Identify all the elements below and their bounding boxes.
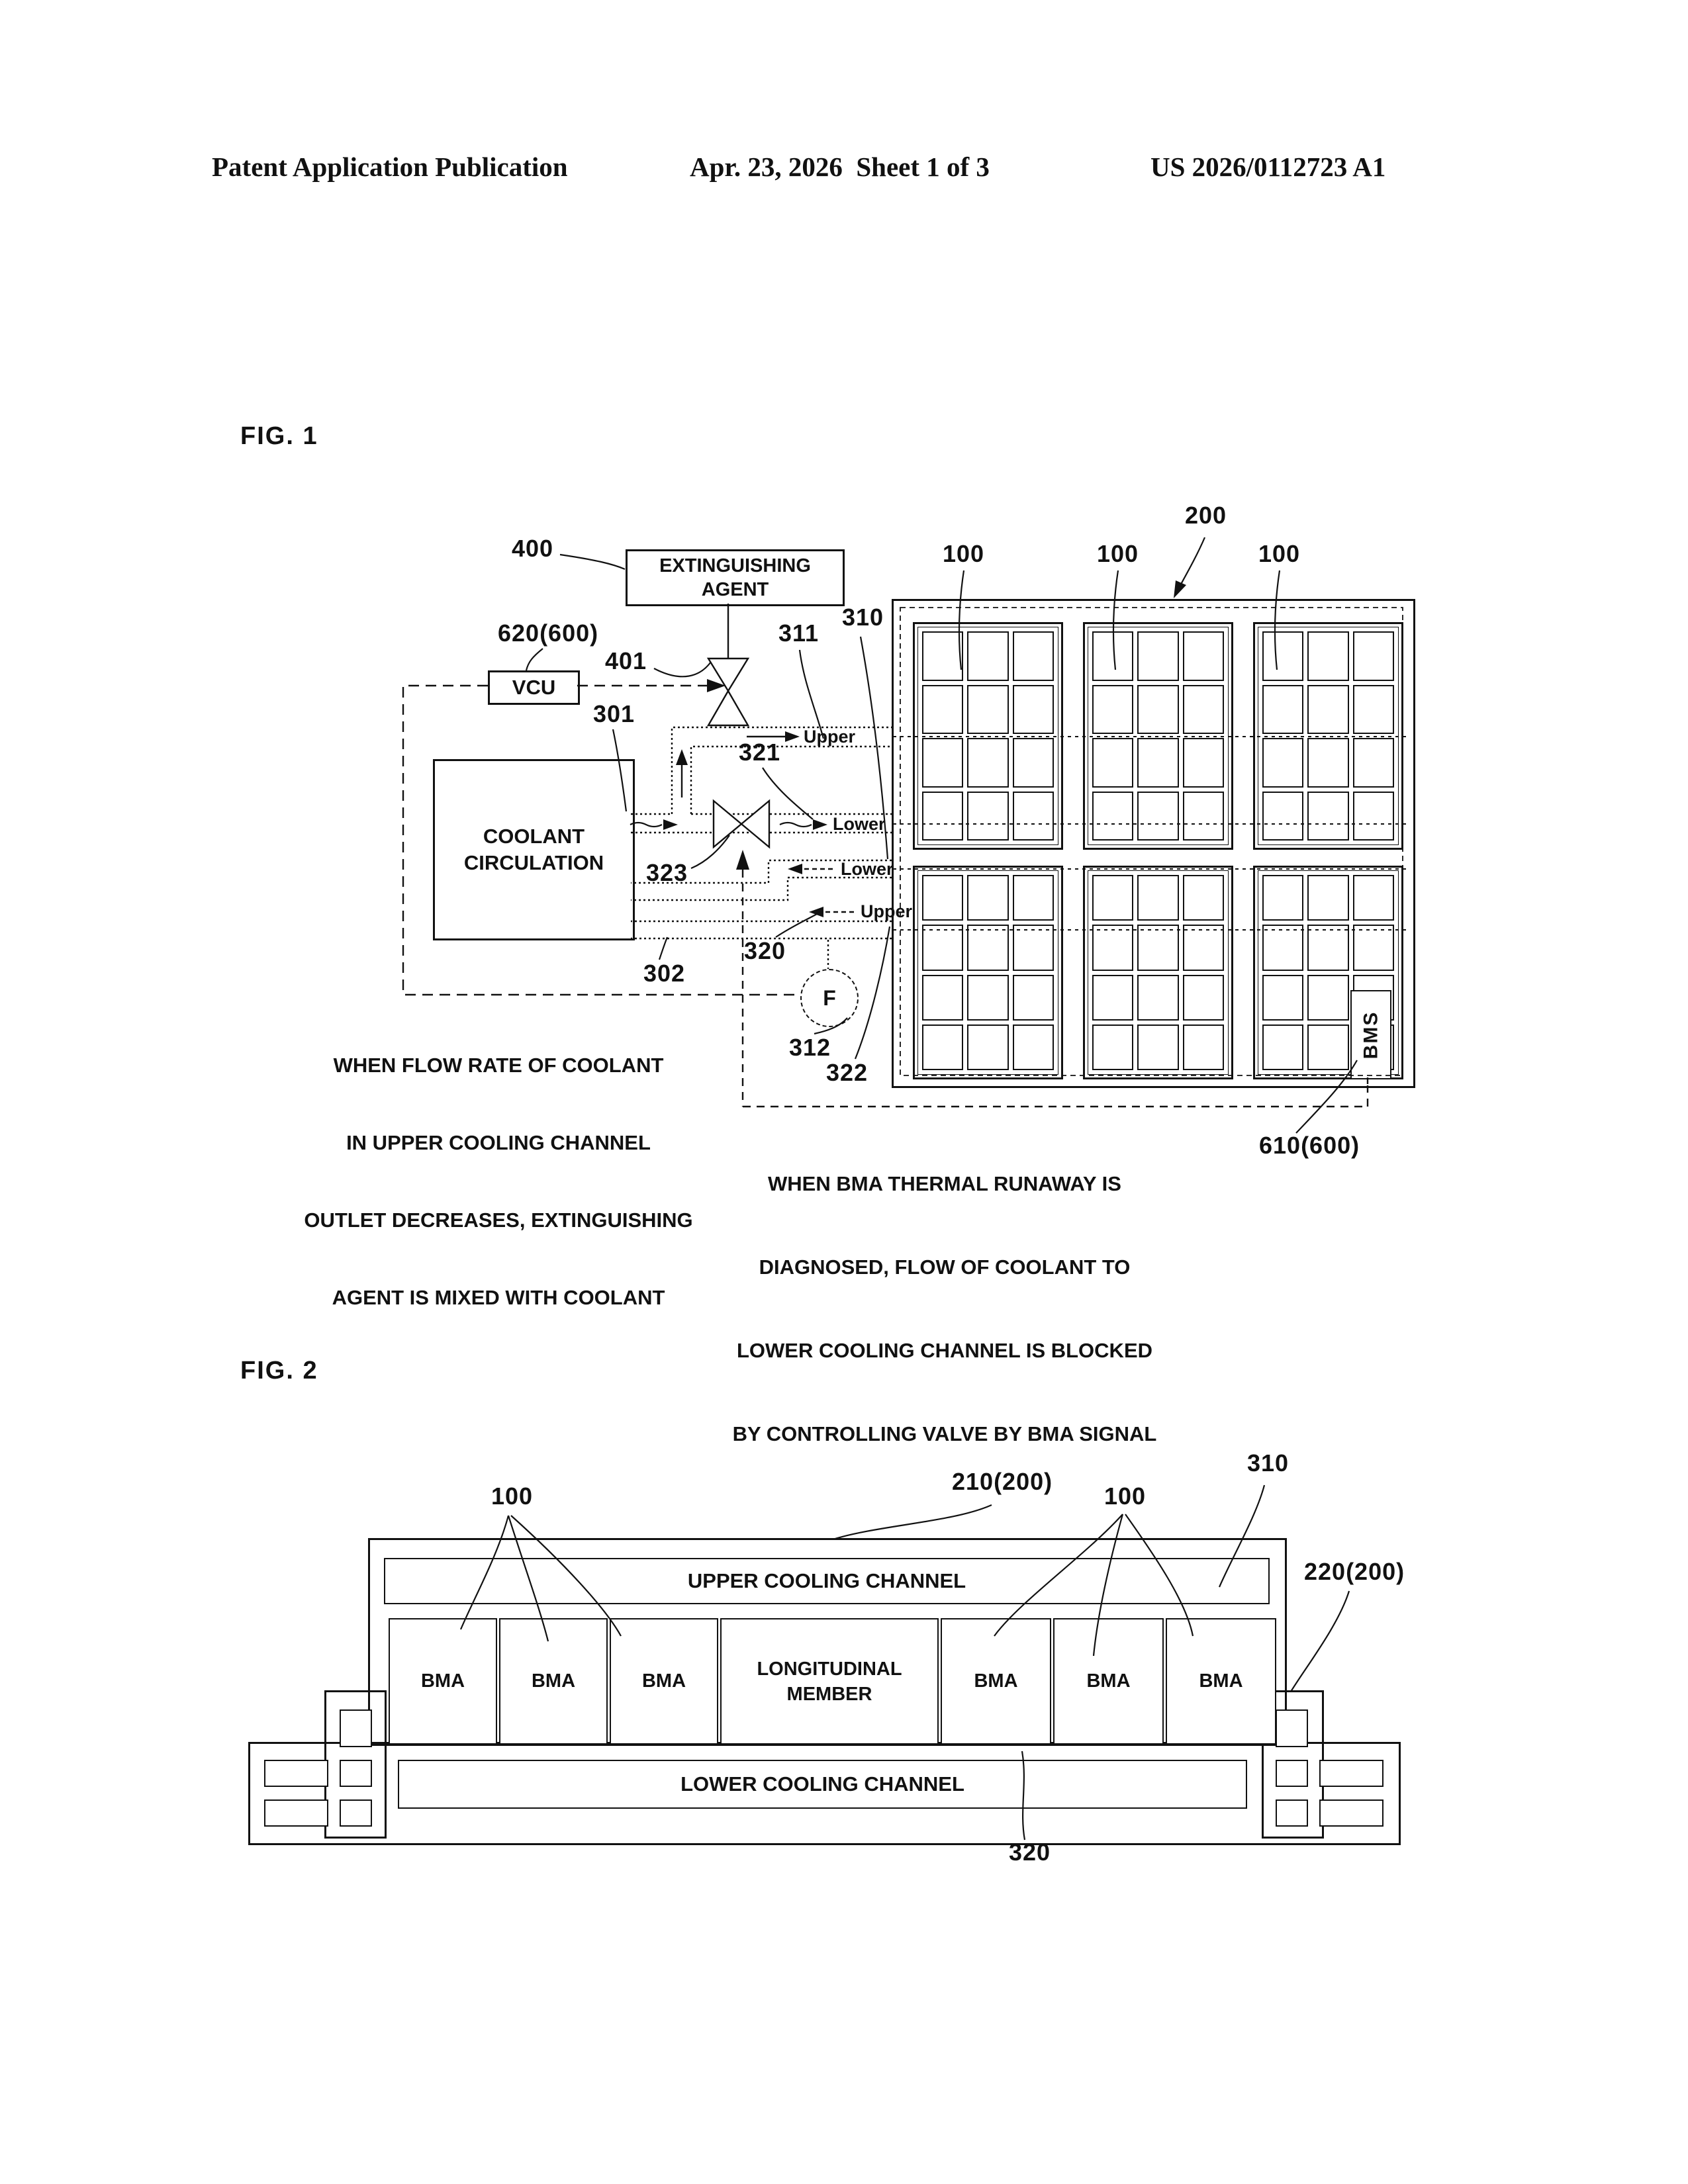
battery-cell <box>967 738 1008 788</box>
extinguishing-agent-line1: EXTINGUISHING <box>659 555 811 576</box>
battery-module <box>913 622 1063 850</box>
bma-box-6 <box>1166 1618 1276 1745</box>
battery-cell <box>1183 792 1224 841</box>
battery-cell <box>967 925 1008 970</box>
ref-100-module1: 100 <box>943 540 985 567</box>
note-extinguishing <box>258 1001 739 1362</box>
fig2-hole <box>1276 1799 1308 1827</box>
battery-cell <box>1092 685 1133 735</box>
fig2-hole <box>1276 1709 1308 1747</box>
battery-cell <box>1307 738 1348 788</box>
lower-cooling-channel <box>398 1760 1247 1809</box>
header-date-sheet: Apr. 23, 2026 Sheet 1 of 3 <box>690 152 990 182</box>
valve-323-left-triangle <box>714 801 741 847</box>
ref-210-200: 210(200) <box>952 1468 1053 1495</box>
bma-label: BMA <box>1199 1670 1243 1692</box>
battery-cell <box>1183 685 1224 735</box>
battery-cell <box>967 792 1008 841</box>
battery-cell <box>967 631 1008 681</box>
fig2-hole <box>340 1799 372 1827</box>
note-thermal-line2: DIAGNOSED, FLOW OF COOLANT TO <box>759 1255 1131 1279</box>
vcu-arrowhead <box>707 679 726 692</box>
battery-cell <box>1307 925 1348 970</box>
battery-cell <box>1307 1024 1348 1070</box>
battery-cell <box>1137 792 1178 841</box>
battery-module-grid <box>917 870 1058 1075</box>
battery-cell <box>1013 738 1054 788</box>
flow-lower-return: Lower <box>841 859 894 879</box>
battery-cell <box>1013 685 1054 735</box>
battery-cell <box>922 631 963 681</box>
coolant-circulation-box <box>433 759 635 940</box>
note-thermal-line3: LOWER COOLING CHANNEL IS BLOCKED <box>736 1339 1153 1362</box>
longitudinal-member-line2: MEMBER <box>786 1683 872 1705</box>
ref-323: 323 <box>646 859 688 886</box>
upper-cooling-channel <box>384 1558 1270 1604</box>
note-extinguishing-line2: IN UPPER COOLING CHANNEL <box>346 1131 651 1154</box>
battery-module <box>1083 622 1233 850</box>
battery-cell <box>922 1024 963 1070</box>
battery-cell <box>1307 631 1348 681</box>
coolant-line1: COOLANT <box>483 825 585 848</box>
ref-320: 320 <box>744 937 786 964</box>
ref-620-600: 620(600) <box>498 619 599 647</box>
battery-cell <box>1013 925 1054 970</box>
ref-100-module3: 100 <box>1258 540 1301 567</box>
ref-310: 310 <box>842 604 884 631</box>
flow-upper-supply: Upper <box>804 727 856 747</box>
longitudinal-member-box <box>720 1618 939 1745</box>
battery-cell <box>1013 1024 1054 1070</box>
battery-cell <box>1013 792 1054 841</box>
battery-cell <box>1262 875 1303 921</box>
battery-cell <box>922 975 963 1021</box>
fig2-hole <box>264 1799 328 1827</box>
battery-module-grid <box>1088 627 1229 845</box>
battery-cell <box>1262 1024 1303 1070</box>
extinguishing-agent-box <box>626 549 845 606</box>
fig2-hole <box>1319 1760 1383 1787</box>
battery-cell <box>1013 975 1054 1021</box>
longitudinal-member-line1: LONGITUDINAL <box>757 1658 902 1680</box>
battery-cell <box>1353 875 1394 921</box>
coolant-line2: CIRCULATION <box>463 851 604 874</box>
battery-cell <box>1092 631 1133 681</box>
battery-module <box>1083 866 1233 1079</box>
bma-label: BMA <box>531 1670 576 1692</box>
battery-cell <box>1353 631 1394 681</box>
ref-312: 312 <box>789 1034 831 1061</box>
note-thermal-line4: BY CONTROLLING VALVE BY BMA SIGNAL <box>732 1422 1157 1445</box>
battery-cell <box>1137 631 1178 681</box>
extinguishing-agent-line2: AGENT <box>701 579 769 600</box>
ref-322: 322 <box>826 1059 868 1086</box>
bma-label: BMA <box>974 1670 1018 1692</box>
ref-301: 301 <box>593 700 635 727</box>
bms-label: BMS <box>1360 1011 1382 1059</box>
battery-module-grid <box>1088 870 1229 1075</box>
fig2-title: FIG. 2 <box>240 1357 318 1385</box>
fig2-hole <box>340 1760 372 1787</box>
battery-cell <box>1353 685 1394 735</box>
battery-cell <box>967 1024 1008 1070</box>
note-extinguishing-line3: OUTLET DECREASES, EXTINGUISHING <box>304 1208 693 1232</box>
note-extinguishing-line1: WHEN FLOW RATE OF COOLANT <box>333 1054 664 1077</box>
battery-cell <box>922 875 963 921</box>
bma-box-3 <box>610 1618 718 1745</box>
battery-cell <box>1353 925 1394 970</box>
battery-cell <box>967 875 1008 921</box>
bma-box-2 <box>499 1618 608 1745</box>
ref-610-600: 610(600) <box>1259 1132 1360 1159</box>
ref-311: 311 <box>778 619 820 647</box>
vcu-label: VCU <box>512 676 556 699</box>
agent-valve-upper-triangle <box>708 659 748 691</box>
battery-cell <box>922 738 963 788</box>
ref-100-fig2-right: 100 <box>1104 1482 1147 1510</box>
battery-cell <box>1137 925 1178 970</box>
battery-cell <box>1013 631 1054 681</box>
ref-320-fig2: 320 <box>1009 1839 1051 1866</box>
fig2-hole <box>264 1760 328 1787</box>
battery-cell <box>1307 975 1348 1021</box>
battery-cell <box>1092 925 1133 970</box>
flow-upper-return: Upper <box>861 901 913 921</box>
battery-cell <box>1092 875 1133 921</box>
note-extinguishing-line4: AGENT IS MIXED WITH COOLANT <box>332 1286 665 1309</box>
ref-200: 200 <box>1185 502 1227 529</box>
battery-cell <box>1307 792 1348 841</box>
battery-cell <box>1092 1024 1133 1070</box>
battery-cell <box>1092 975 1133 1021</box>
ref-100-fig2-left: 100 <box>491 1482 534 1510</box>
bma-label: BMA <box>641 1670 686 1692</box>
bma-box-1 <box>389 1618 497 1745</box>
battery-cell <box>1262 792 1303 841</box>
battery-cell <box>1183 925 1224 970</box>
bma-label: BMA <box>420 1670 465 1692</box>
battery-cell <box>1262 925 1303 970</box>
battery-cell <box>967 975 1008 1021</box>
battery-cell <box>1183 631 1224 681</box>
battery-cell <box>1092 792 1133 841</box>
battery-cell <box>1137 738 1178 788</box>
ref-220-200: 220(200) <box>1304 1558 1405 1585</box>
fig2-hole <box>1276 1760 1308 1787</box>
header-doc-number: US 2026/0112723 A1 <box>1150 152 1386 182</box>
battery-cell <box>1183 975 1224 1021</box>
ref-321: 321 <box>739 739 781 766</box>
battery-module-grid <box>1258 627 1399 845</box>
battery-cell <box>1183 1024 1224 1070</box>
battery-cell <box>1307 685 1348 735</box>
ref-100-module2: 100 <box>1097 540 1139 567</box>
note-thermal-line1: WHEN BMA THERMAL RUNAWAY IS <box>768 1172 1121 1195</box>
flow-sensor <box>800 969 859 1027</box>
vcu-box <box>488 670 580 705</box>
battery-cell <box>922 792 963 841</box>
battery-cell <box>1137 975 1178 1021</box>
fig2-hole <box>340 1709 372 1747</box>
flow-lower-supply: Lower <box>833 814 886 834</box>
lower-cooling-channel-label: LOWER COOLING CHANNEL <box>680 1772 964 1796</box>
battery-cell <box>1183 875 1224 921</box>
battery-module-grid <box>917 627 1058 845</box>
battery-cell <box>1092 738 1133 788</box>
ref-310-fig2: 310 <box>1247 1449 1289 1477</box>
note-thermal-runaway <box>677 1115 1213 1504</box>
battery-cell <box>1183 738 1224 788</box>
battery-cell <box>1353 792 1394 841</box>
battery-cell <box>1262 631 1303 681</box>
fig1-title: FIG. 1 <box>240 422 318 450</box>
flow-sensor-letter: F <box>823 985 836 1010</box>
battery-cell <box>1013 875 1054 921</box>
valve-323-right-triangle <box>741 801 769 847</box>
ref-200-arrowhead <box>1174 580 1186 598</box>
battery-cell <box>1137 1024 1178 1070</box>
battery-cell <box>1262 975 1303 1021</box>
bma-box-5 <box>1053 1618 1164 1745</box>
battery-module <box>1253 622 1403 850</box>
battery-cell <box>1307 875 1348 921</box>
bma-signal-up-arrowhead <box>736 850 749 870</box>
fig2-hole <box>1319 1799 1383 1827</box>
bma-box-4 <box>941 1618 1051 1745</box>
battery-cell <box>1137 685 1178 735</box>
battery-cell <box>1353 738 1394 788</box>
bma-label: BMA <box>1086 1670 1131 1692</box>
ref-401: 401 <box>605 647 647 674</box>
bms-box <box>1350 990 1391 1079</box>
battery-cell <box>1262 738 1303 788</box>
battery-cell <box>1137 875 1178 921</box>
battery-cell <box>1262 685 1303 735</box>
battery-cell <box>922 925 963 970</box>
battery-module <box>913 866 1063 1079</box>
header-publication: Patent Application Publication <box>212 152 568 182</box>
agent-valve-lower-triangle <box>708 691 748 725</box>
battery-cell <box>967 685 1008 735</box>
ref-302: 302 <box>643 960 686 987</box>
battery-cell <box>922 685 963 735</box>
upper-cooling-channel-label: UPPER COOLING CHANNEL <box>687 1569 966 1592</box>
ref-400: 400 <box>512 535 554 562</box>
